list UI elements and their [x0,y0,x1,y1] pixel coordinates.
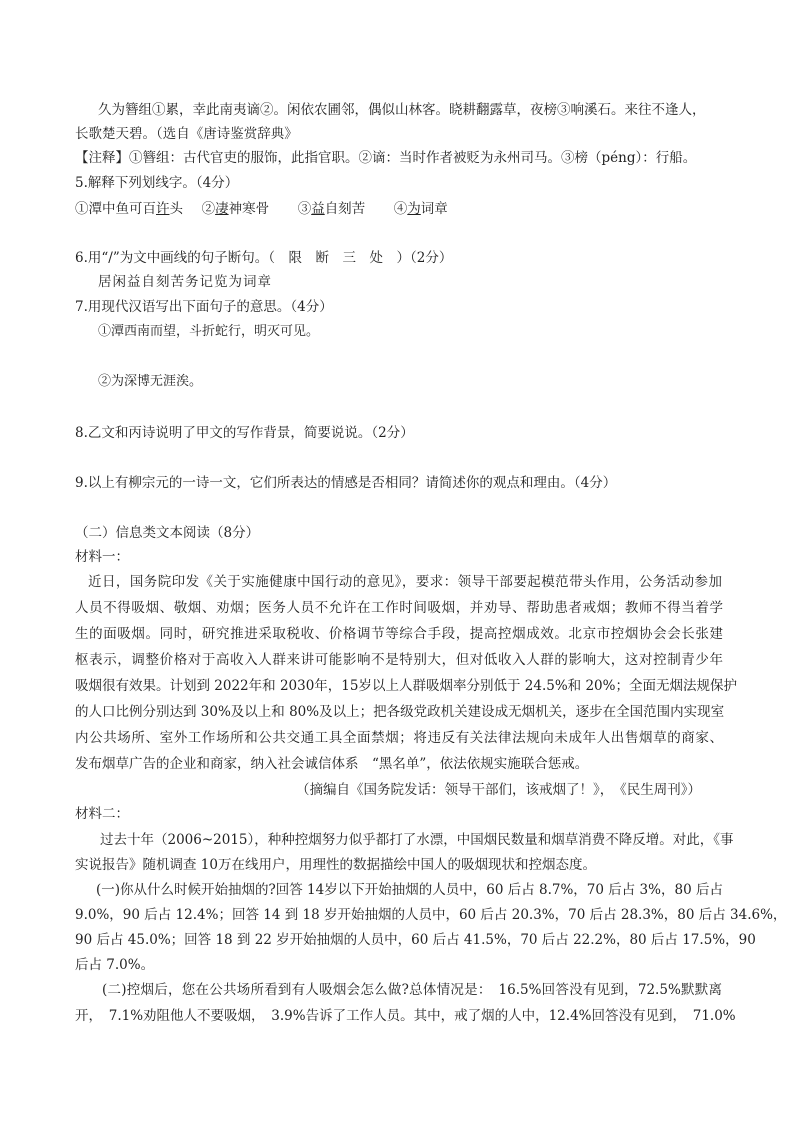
q5-item-4: ④为词章 [393,201,448,217]
m1-source: （摘编自《国务院发话：领导干部们，该戒烟了！》， 《民生周刊》） [296,782,701,798]
m2-line: 90 后占 45.0%；回答 18 到 22 岁开始抽烟的人员中，60 后占 41.5%，70 后占 22.2%，80 后占 17.5%，90 [75,932,756,948]
m1-line: 枢表示，调整价格对于高收入人群来讲可能影响不是特别大，但对低收入人群的影响大，这对控制青少年 [75,652,723,668]
q9: 9.以上有柳宗元的一诗一文，它们所表达的情感是否相同？请简述你的观点和理由。（4分） [75,475,617,491]
m1-line: 内公共场所、室外工作场所和公共交通工具全面禁烟；将违反有关法律法规向未成年人出售烟草的商家、 [75,730,723,746]
m2-line: 9.0%，90 后占 12.4%；回答 14 到 18 岁开始抽烟的人员中，60 后占 20.3%，70 后占 28.3%，80 后占 34.6%， [75,907,787,923]
q5-item-3: ③益自刻苦 [297,201,366,217]
poem-note: 【注释】①簪组：古代官吏的服饰，此指官职。②谪：当时作者被贬为永州司马。③榜（péng）：行船。 [75,150,697,166]
m1-line: 发布烟草广告的企业和商家，纳入社会诚信体系 “黑名单”，依法依规实施联合惩戒。 [75,756,589,772]
material-1-label: 材料一： [75,549,129,565]
m2-line: 实说报告》随机调查 10万在线用户，用理性的数据描绘中国人的吸烟现状和控烟态度。 [75,857,596,873]
q5-item-2: ②凄神寒骨 [201,201,270,217]
m1-line: 生的面吸烟。同时，研究推进采取税收、价格调节等综合手段，提高控烟成效。北京市控烟协会会长张建 [75,626,723,642]
m2-line: (二)控烟后，您在公共场所看到有人吸烟会怎么做?总体情况是： 16.5%回答没有见到，72.5%默默离 [102,982,722,998]
poem-line-1: 久为簪组①累，幸此南夷谪②。闲依农圃邻，偶似山林客。晓耕翻露草，夜榜③响溪石。来往不逢人， [98,102,706,118]
m1-line: 近日，国务院印发《关于实施健康中国行动的意见》，要求：领导干部要起模范带头作用，公务活动参加 [88,574,722,590]
q6-title: 6.用“/”为文中画线的句子断句。（ 限 断 三 处 ）（2分） [75,250,453,266]
m2-line: 后占 7.0%。 [75,957,155,973]
q7-title: 7.用现代汉语写出下面句子的意思。（4分） [75,299,333,315]
q7-sentence-1: ①潭西南而望，斗折蛇行，明灭可见。 [98,324,320,339]
q8: 8.乙文和丙诗说明了甲文的写作背景，简要说说。（2分） [75,425,414,441]
m2-line: 过去十年（2006~2015），种种控烟努力似乎都打了水漂，中国烟民数量和烟草消费不降反增。对此，《事 [100,832,734,848]
m1-line: 的人口比例分别达到 30%及以上和 80%及以上；把各级党政机关建设成无烟机关，逐步在全国范围内实现室 [75,704,725,720]
m1-line: 人员不得吸烟、敬烟、劝烟；医务人员不允许在工作时间吸烟，并劝导、帮助患者戒烟；教师不得当着学 [75,600,723,616]
q7-sentence-2: ②为深博无涯涘。 [98,374,203,389]
m2-line: 开， 7.1%劝阻他人不要吸烟， 3.9%告诉了工作人员。其中，戒了烟的人中，12.4%回答没有见到， 71.0% [75,1008,736,1024]
q6-sentence: 居闲益自刻苦务记览为词章 [98,274,272,290]
q5-items [75,199,448,219]
m1-line: 吸烟很有效果。计划到 2022年和 2030年，15岁以上人群吸烟率分别低于 24.5%和 20%；全面无烟法规保护 [75,678,737,694]
q5-item-1: ①潭中鱼可百许头 [75,201,183,217]
q5-title: 5.解释下列划线字。（4分） [75,175,239,191]
m2-line: (一)你从什么时候开始抽烟的?回答 14岁以下开始抽烟的人员中，60 后占 8.7%，70 后占 3%，80 后占 [96,882,723,898]
section-2-heading: （二）信息类文本阅读（8分） [75,525,260,541]
poem-line-2: 长歌楚天碧。（选自《唐诗鉴赏辞典》 [75,126,298,142]
material-2-label: 材料二： [75,806,129,822]
